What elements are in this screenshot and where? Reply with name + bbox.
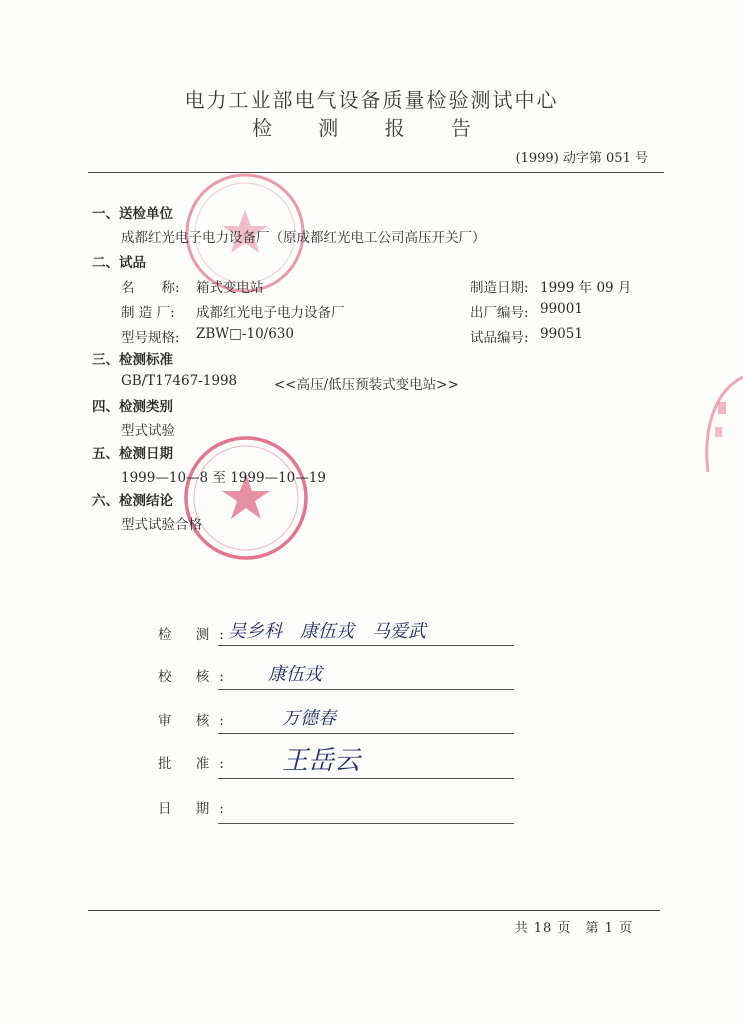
signature-label-test: 检 测: bbox=[158, 627, 234, 643]
signature-label-date: 日 期: bbox=[158, 801, 234, 817]
manufacture-date-value: 1999 年 09 月 bbox=[540, 280, 632, 296]
section-heading-date: 五、检测日期 bbox=[92, 446, 173, 462]
test-date-range: 1999—10—8 至 1999—10—19 bbox=[121, 470, 326, 486]
manufacture-date-label: 制造日期: bbox=[470, 280, 529, 296]
page-count: 共 18 页 第 1 页 bbox=[514, 921, 633, 936]
sample-name-label: 名 称: bbox=[121, 280, 180, 296]
signature-label-review: 审 核: bbox=[158, 713, 234, 729]
serial-value: 99001 bbox=[540, 301, 583, 317]
serial-label: 出厂编号: bbox=[470, 305, 529, 321]
signature-line-check bbox=[218, 689, 514, 690]
signature-test: 吴乡科 康伍戎 马爱武 bbox=[228, 621, 426, 642]
submitter-value: 成都红光电子电力设备厂（原成都红光电工公司高压开关厂） bbox=[121, 230, 486, 246]
model-value: ZBW□-10/630 bbox=[196, 326, 294, 342]
signature-label-approve: 批 准: bbox=[158, 756, 234, 772]
sample-number-value: 99051 bbox=[540, 326, 583, 342]
header-rule bbox=[88, 172, 664, 173]
model-label: 型号规格: bbox=[121, 330, 180, 346]
section-heading-submitter: 一、送检单位 bbox=[92, 206, 173, 222]
doc-number: (1999) 动字第 051 号 bbox=[515, 151, 648, 166]
signature-approve: 王岳云 bbox=[282, 746, 361, 776]
signature-review: 万德春 bbox=[282, 708, 336, 729]
signature-label-check: 校 核: bbox=[158, 669, 234, 685]
section-heading-sample: 二、试品 bbox=[92, 255, 146, 271]
category-value: 型式试验 bbox=[121, 423, 175, 439]
sample-name-value: 箱式变电站 bbox=[196, 280, 264, 296]
signature-line-date bbox=[218, 823, 514, 824]
signature-line-review bbox=[218, 733, 514, 734]
section-heading-category: 四、检测类别 bbox=[92, 399, 173, 415]
official-seal-lower bbox=[178, 430, 314, 566]
standard-name: <<高压/低压预装式变电站>> bbox=[274, 377, 459, 393]
org-title: 电力工业部电气设备质量检验测试中心 bbox=[184, 88, 559, 112]
sample-number-label: 试品编号: bbox=[470, 330, 529, 346]
section-heading-standard: 三、检测标准 bbox=[92, 352, 173, 368]
maker-label: 制 造 厂: bbox=[121, 305, 175, 321]
signature-check: 康伍戎 bbox=[268, 664, 322, 685]
maker-value: 成都红光电子电力设备厂 bbox=[196, 305, 345, 321]
footer-rule bbox=[88, 910, 660, 911]
signature-line-test bbox=[218, 645, 514, 646]
edge-seal-fragment bbox=[693, 372, 743, 512]
standard-code: GB/T17467-1998 bbox=[121, 373, 238, 389]
section-heading-conclusion: 六、检测结论 bbox=[92, 493, 173, 509]
conclusion-value: 型式试验合格 bbox=[121, 517, 202, 533]
signature-line-approve bbox=[218, 778, 514, 779]
report-title: 检 测 报 告 bbox=[251, 116, 492, 140]
